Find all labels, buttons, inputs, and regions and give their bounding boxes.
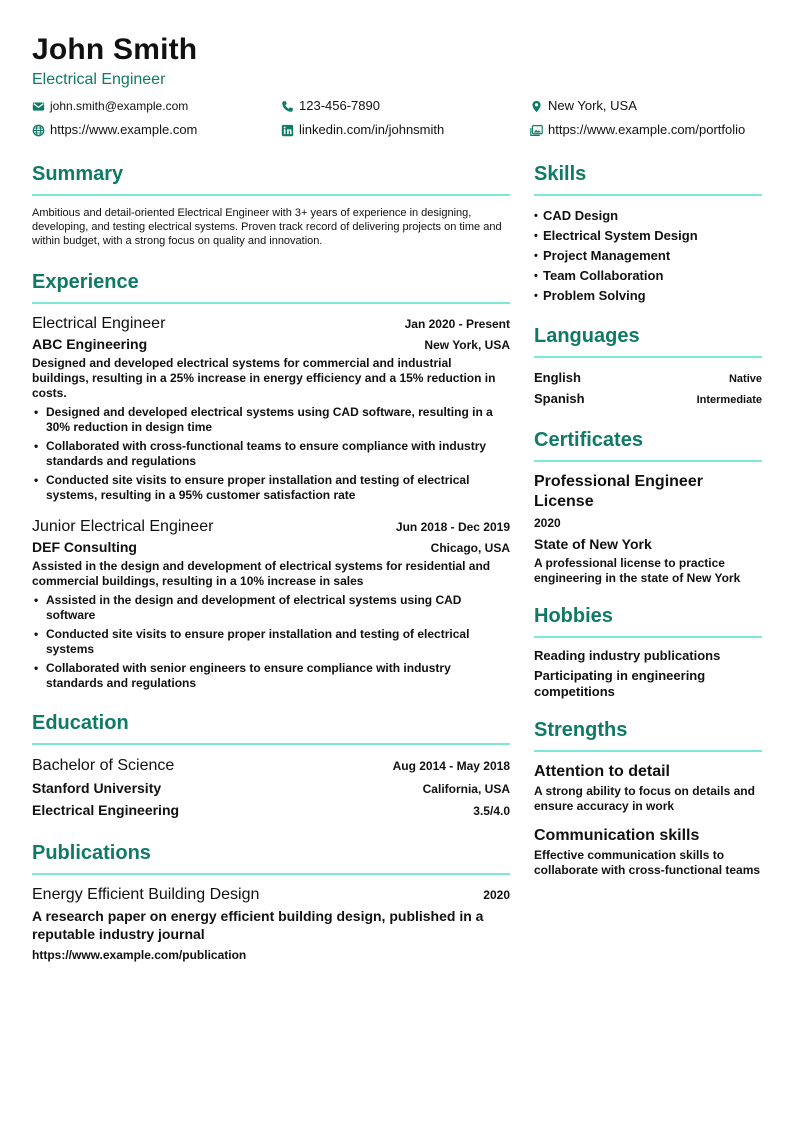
languages-heading: Languages — [534, 322, 762, 358]
experience-item — [32, 517, 510, 691]
certificate-year: 2020 — [534, 516, 561, 530]
sidebar-column — [534, 160, 762, 890]
skill-item: • Project Management — [534, 246, 762, 266]
strength-description: Effective communication skills to collaborate with cross-functional teams — [534, 848, 761, 877]
linkedin-icon — [281, 124, 294, 137]
summary-text: Ambitious and detail-oriented Electrical Engineer with 3+ years of experience in designing, developing, and testing electrical systems. Proven track record of delivering projects on time and within budget, with a strong focus on quality and innovation. — [32, 207, 502, 247]
education-item — [32, 755, 510, 821]
experience-heading: Experience — [32, 268, 510, 304]
experience-item — [32, 314, 510, 503]
hobby-item: Participating in engineering competitions — [534, 668, 706, 699]
skill-item: • Problem Solving — [534, 286, 762, 306]
linkedin-text: linkedin.com/in/johnsmith — [299, 122, 445, 137]
mail-icon — [32, 100, 45, 113]
skill-item: • Team Collaboration — [534, 266, 762, 286]
language-item — [534, 389, 762, 410]
job-title: Electrical Engineer — [32, 315, 166, 332]
job-bullet: • Conducted site visits to ensure proper installation and testing of electrical systems — [32, 627, 510, 657]
language-name: Spanish — [534, 391, 585, 406]
job-bullet: • Collaborated with senior engineers to ensure compliance with industry standards and regulations — [32, 661, 510, 691]
certificate-description: A professional license to practice engineering in the state of New York — [534, 556, 741, 585]
job-description: Designed and developed electrical systems for commercial and industrial buildings, resulting in a 25% increase in energy efficiency and a 15% reduction in costs. — [32, 356, 496, 400]
job-bullet: • Designed and developed electrical systems using CAD software, resulting in a 30% reduction in design time — [32, 405, 510, 435]
education-degree: Bachelor of Science — [32, 757, 175, 774]
contact-linkedin[interactable] — [281, 122, 444, 138]
website-text: https://www.example.com — [50, 122, 198, 137]
job-title: Junior Electrical Engineer — [32, 518, 214, 535]
publication-description: A research paper on energy efficient building design, published in a reputable industry journal — [32, 908, 484, 942]
job-bullet: • Conducted site visits to ensure proper installation and testing of electrical systems, resulting in a 95% customer satisfaction rate — [32, 473, 510, 503]
phone-text: 123-456-7890 — [299, 98, 380, 113]
skill-item: • CAD Design — [534, 206, 762, 226]
strength-description: A strong ability to focus on details and ensure accuracy in work — [534, 784, 755, 813]
contact-email[interactable] — [32, 98, 188, 114]
candidate-name: John Smith — [32, 33, 198, 66]
certificate-name: Professional Engineer License — [534, 473, 703, 510]
contact-phone[interactable] — [281, 98, 380, 114]
candidate-role: Electrical Engineer — [32, 71, 166, 88]
job-bullets — [32, 593, 510, 691]
portfolio-text: https://www.example.com/portfolio — [548, 122, 746, 137]
phone-icon — [281, 100, 294, 113]
publications-heading: Publications — [32, 839, 510, 875]
publication-title: Energy Efficient Building Design — [32, 886, 260, 903]
strength-item — [534, 826, 762, 878]
summary-heading: Summary — [32, 160, 510, 196]
education-location: California, USA — [422, 782, 510, 796]
language-item — [534, 368, 762, 389]
certificate-issuer: State of New York — [534, 536, 652, 552]
education-school: Stanford University — [32, 780, 162, 796]
strength-item — [534, 762, 762, 814]
job-description: Assisted in the design and development of electrical systems for residential and commercial buildings, resulting in a 10% increase in sales — [32, 559, 491, 588]
certificates-heading: Certificates — [534, 426, 762, 462]
location-pin-icon — [530, 100, 543, 113]
education-heading: Education — [32, 709, 510, 745]
job-location: Chicago, USA — [430, 541, 510, 555]
globe-icon — [32, 124, 45, 137]
job-location: New York, USA — [424, 338, 510, 352]
strength-title: Communication skills — [534, 827, 700, 844]
contact-website[interactable] — [32, 122, 197, 138]
language-name: English — [534, 370, 581, 385]
hobbies-heading: Hobbies — [534, 602, 762, 638]
job-dates: Jan 2020 - Present — [404, 317, 510, 331]
skills-heading: Skills — [534, 160, 762, 196]
publication-link[interactable]: https://www.example.com/publication — [32, 948, 247, 962]
skills-list — [534, 206, 762, 306]
publication-year: 2020 — [483, 888, 510, 902]
job-company: DEF Consulting — [32, 539, 137, 555]
language-level: Intermediate — [696, 394, 762, 406]
job-bullets — [32, 405, 510, 503]
strength-title: Attention to detail — [534, 763, 670, 780]
contact-portfolio[interactable] — [530, 122, 745, 138]
job-dates: Jun 2018 - Dec 2019 — [395, 520, 510, 534]
strengths-heading: Strengths — [534, 716, 762, 752]
location-text: New York, USA — [548, 98, 637, 113]
education-gpa: 3.5/4.0 — [473, 804, 510, 818]
language-level: Native — [728, 373, 762, 385]
hobbies-list — [534, 648, 762, 700]
job-bullet: • Assisted in the design and development of electrical systems using CAD software — [32, 593, 510, 623]
job-bullet: • Collaborated with cross-functional teams to ensure compliance with industry standards and regulations — [32, 439, 510, 469]
certificate-item — [534, 472, 762, 586]
portfolio-icon — [530, 124, 543, 137]
hobby-item: Reading industry publications — [534, 648, 721, 663]
languages-list — [534, 368, 762, 410]
email-text: john.smith@example.com — [50, 99, 189, 113]
job-company: ABC Engineering — [32, 336, 148, 352]
publication-item — [32, 885, 510, 963]
contact-location — [530, 98, 637, 114]
education-field: Electrical Engineering — [32, 802, 180, 818]
education-dates: Aug 2014 - May 2018 — [392, 759, 510, 773]
skill-item: • Electrical System Design — [534, 226, 762, 246]
main-column — [32, 160, 510, 963]
